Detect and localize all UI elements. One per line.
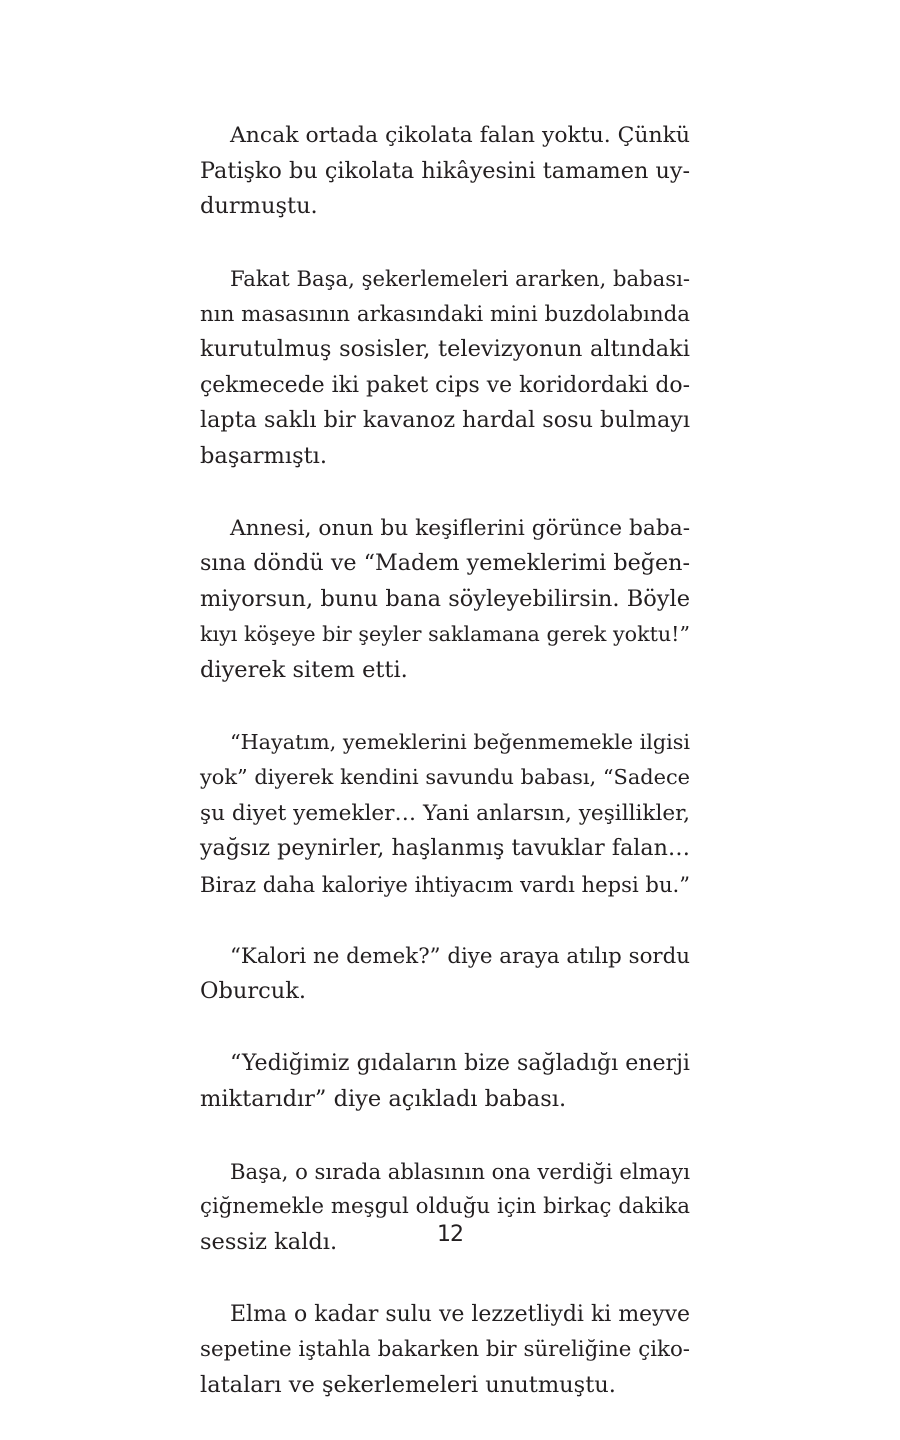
text-line: Annesi, onun bu keşiflerini görünce baba- (230, 515, 691, 541)
text-line: diyerek sitem etti. (200, 656, 408, 683)
text-line: “Hayatım, yemeklerini beğenmemekle ilgisi (230, 729, 690, 754)
paragraph (200, 261, 690, 474)
text-line: “Kalori ne demek?” diye araya atılıp sordu (230, 943, 690, 969)
text-line: lapta saklı bir kavanoz hardal sosu bulmayı (200, 407, 690, 433)
text-line: “Yediğimiz gıdaların bize sağladığı enerji (230, 1051, 690, 1076)
paragraph (200, 511, 690, 689)
text-line: Ancak ortada çikolata falan yoktu. Çünkü (230, 123, 690, 148)
text-line: çekmecede iki paket cips ve koridordaki do- (200, 372, 690, 398)
text-line: sepetine iştahla bakarken bir süreliğine çiko- (200, 1337, 690, 1362)
text-line: durmuştu. (200, 193, 318, 219)
text-line: miktarıdır” diye açıkladı babası. (200, 1085, 567, 1112)
text-line: sına döndü ve “Madem yemeklerimi beğen- (200, 550, 690, 576)
text-line: Fakat Başa, şekerlemeleri ararken, babası- (230, 266, 690, 291)
paragraph (200, 725, 690, 903)
text-line: miyorsun, bunu bana söyleyebilirsin. Böyle (200, 585, 690, 612)
paragraph (200, 1297, 690, 1404)
text-line: şu diyet yemekler… Yani anlarsın, yeşillikler, (200, 800, 690, 826)
text-line: kıyı köşeye bir şeyler saklamana gerek yoktu!” (200, 622, 690, 646)
text-line: sessiz kaldı. (200, 1228, 338, 1255)
paragraph (200, 1046, 690, 1117)
text-line: çiğnemekle meşgul olduğu için birkaç dakika (200, 1194, 690, 1219)
text-line: Biraz daha kaloriye ihtiyacım vardı hepsi bu.” (200, 871, 691, 897)
text-line: başarmıştı. (200, 442, 328, 469)
text-line: kurutulmuş sosisler, televizyonun altındaki (200, 336, 690, 362)
text-line: Elma o kadar sulu ve lezzetliydi ki meyve (230, 1301, 690, 1327)
text-line: yok” diyerek kendini savundu babası, “Sadece (200, 765, 690, 789)
text-line: Oburcuk. (200, 978, 306, 1004)
paragraph (200, 118, 690, 225)
paragraph (200, 939, 690, 1010)
page-number: 12 (437, 1222, 463, 1247)
text-line: Başa, o sırada ablasının ona verdiği elmayı (230, 1158, 690, 1184)
text-line: yağsız peynirler, haşlanmış tavuklar falan… (200, 835, 690, 861)
text-line: Patişko bu çikolata hikâyesini tamamen uy- (200, 157, 690, 184)
text-line: nın masasının arkasındaki mini buzdolabında (200, 301, 690, 327)
text-line: lataları ve şekerlemeleri unutmuştu. (200, 1371, 616, 1398)
